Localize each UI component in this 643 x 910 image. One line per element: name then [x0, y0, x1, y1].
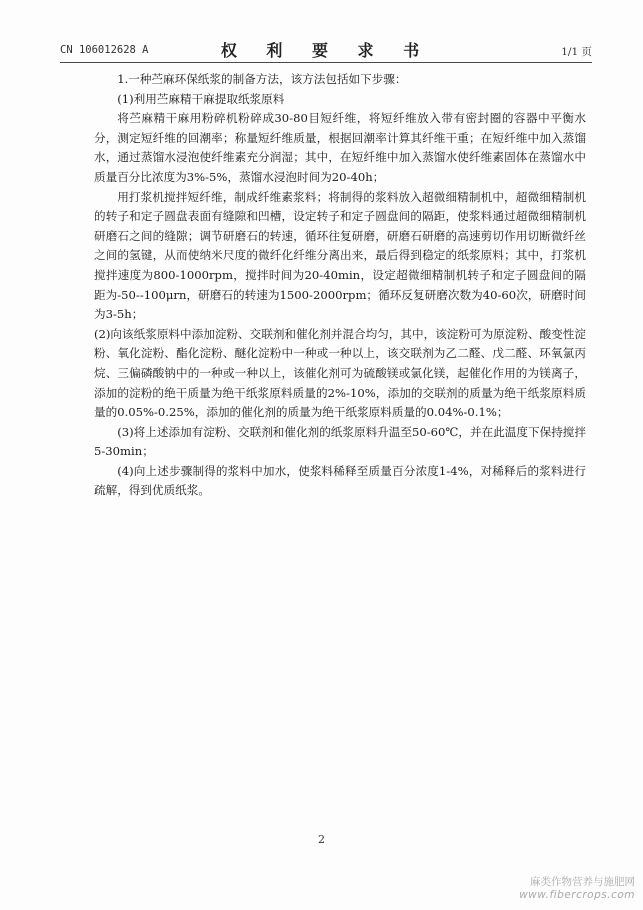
- claims-body: [94, 70, 586, 501]
- document-title: 权 利 要 求 书: [220, 41, 432, 60]
- claim-step-3: (3)将上述添加有淀粉、交联剂和催化剂的纸浆原料升温至50-60℃，并在此温度下保持搅拌5-30min；: [94, 424, 586, 459]
- claim-intro: 1.一种苎麻环保纸浆的制备方法，该方法包括如下步骤：: [117, 72, 407, 86]
- header-divider: [60, 62, 592, 63]
- watermark-site-name: 麻类作物营养与施肥网: [530, 876, 635, 888]
- watermark-url: www.fibercrops.com: [519, 889, 635, 901]
- publication-number: CN 106012628 A: [60, 44, 149, 56]
- page-header: [60, 34, 592, 62]
- claim-paragraph: 将苎麻精干麻用粉碎机粉碎成30-80目短纤维，将短纤维放入带有密封圈的容器中平衡水分，测定短纤维的回潮率；称量短纤维质量，根据回潮率计算其纤维干重；在短纤维中加入蒸馏水，通过蒸馏水浸泡使纤维素充分润湿；其中，在短纤维中加入蒸馏水使纤维素固体在蒸馏水中质量百分比浓度为3%-5%，蒸馏水浸泡时间为20-40h；: [94, 111, 586, 184]
- page-number: 2: [318, 833, 325, 846]
- claim-paragraph: 用打浆机搅拌短纤维，制成纤维素浆料；将制得的浆料放入超微细精制机中，超微细精制机的转子和定子圆盘表面有缝隙和凹槽，设定转子和定子圆盘间的隔距，使浆料通过超微细精制机研磨石之间的缝隙；调节研磨石的转速，循环往复研磨，研磨石研磨的高速剪切作用切断微纤丝之间的氢键，从而使纳米尺度的微纤化纤维分离出来，最后得到稳定的纸浆原料；其中，打浆机搅拌速度为800-1000rpm，搅拌时间为20-40min，设定超微细精制机转子和定子圆盘间的隔距为-50--100μrn，研磨石的转速为1500-2000rpm；循环反复研磨次数为40-60次，研磨时间为3-5h；: [94, 189, 586, 322]
- claim-step-4: (4)向上述步骤制得的浆料中加水，使浆料稀释至质量百分浓度1-4%，对稀释后的浆料进行疏解，得到优质纸浆。: [94, 463, 586, 498]
- claim-step-heading: (1)利用苎麻精干麻提取纸浆原料: [117, 91, 285, 106]
- claim-step-2: (2)向该纸浆原料中添加淀粉、交联剂和催化剂并混合均匀，其中，该淀粉可为原淀粉、酸变性淀粉、氧化淀粉、酯化淀粉、醚化淀粉中一种或一种以上，该交联剂为乙二醛、戊二醛、环氧氯丙烷、三偏磷酸钠中的一种或一种以上，该催化剂可为硫酸镁或氯化镁，起催化作用的为镁离子，添加的淀粉的绝干质量为绝干纸浆原料质量的2%-10%，添加的交联剂的质量为绝干纸浆原料质量的0.05%-0.25%，添加的催化剂的质量为绝干纸浆原料质量的0.04%-0.1%；: [94, 326, 586, 420]
- page-count: 1/1 页: [561, 46, 592, 58]
- site-watermark: [519, 876, 635, 902]
